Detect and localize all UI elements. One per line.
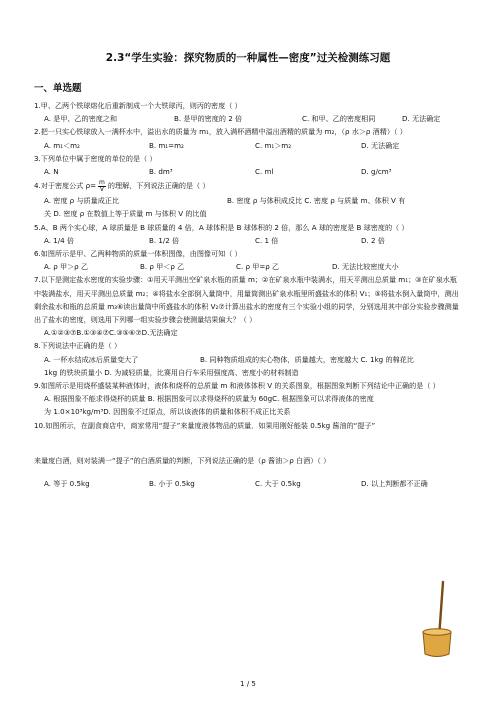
option-b: B. 是甲的密度的 2 倍 — [174, 114, 243, 124]
question-list — [34, 99, 464, 490]
option-row — [34, 326, 464, 339]
question-stem: 3.下列单位中属于密度的单位的是（ ） — [34, 153, 157, 163]
option-a: A. 是甲、乙的密度之和 — [44, 114, 118, 124]
section-heading: 一、单选题 — [34, 83, 82, 94]
option-a: A. 根据图象不能求得烧杯的质量 B. 根据图象可以求得烧杯的质量为 60gC. 根据图象可以求得液体的密度 — [44, 394, 374, 404]
option-d: D. 无法确定 — [361, 140, 400, 150]
question-stem: 6.如图所示是甲、乙两种物质的质量一体积图像，由图像可知（ ） — [34, 249, 242, 259]
option-c: C. ml — [255, 167, 274, 177]
option-a: A. m₁＜m₂ — [44, 140, 80, 150]
option-a: A. ρ 甲＞ρ 乙 — [44, 262, 89, 272]
option-c: C. 1 倍 — [255, 235, 279, 245]
option-d: D. 无法比较密度大小 — [332, 262, 399, 272]
option-d: D. 以上判断都不正确 — [361, 479, 428, 489]
question-stem: 10.如图所示，在副食商店中，商家常用“提子”来量度液体物品的质量．如果用刚好能装 0.5kg 酱油的“提子” — [34, 420, 376, 430]
option-a: A. N — [44, 167, 59, 177]
question-stem: 7.以下是测定盐水密度的实验步骤：①用天平测出空矿泉水瓶的质量 m；②在矿泉水瓶中装满水，用天平测出总质量 m₁；③在矿泉水瓶中装满盐水，用天平测出总质量 m₂；④将盐水全部倒入量筒中，用量筒测出矿泉水瓶里所盛盐水的体积 V₁；⑤将盐水倒入量筒中，测出剩余盐水和瓶的总质量 m₃⑥读出量筒中所盛盐水的体积 V₂⑦计算出盐水的密度有三个实验小组的同学，分别选用其中部分实验步骤测量出了盐水的密度，则选用下列哪一组实验步骤会使测量结果偏大？（ ） — [34, 275, 459, 325]
question-5 — [34, 221, 464, 247]
question-6 — [34, 247, 464, 273]
option-row — [34, 353, 464, 366]
option-row — [34, 234, 464, 247]
question-stem-continued: 来量度白酒，则对装满一“提子”的白酒质量的判断，下列说法正确的是（ρ 酱油＞ρ 白酒）（ ） — [34, 455, 331, 465]
question-8 — [34, 339, 464, 379]
page-number: 1 / 5 — [240, 680, 256, 688]
option-b: B. 密度 ρ 与体积成反比 C. 密度 ρ 与质量 m、体积 V 有 — [227, 196, 406, 206]
option-row — [34, 139, 464, 152]
question-4 — [34, 178, 464, 220]
option-c: C. 和甲、乙的密度相同 — [302, 114, 376, 124]
ladle-rim — [423, 629, 451, 635]
question-10 — [34, 419, 464, 491]
option-d: D. 无法确定 — [402, 114, 441, 124]
option-d: D. 2 倍 — [361, 235, 385, 245]
option-row — [34, 392, 464, 405]
question-9 — [34, 379, 464, 419]
option-row — [34, 112, 464, 125]
option-b: B. 1/2 倍 — [149, 235, 180, 245]
question-stem: 9.如图所示是用烧杯盛装某种液体时，液体和烧杯的总质量 m 和液体体积 V 的关系图象，根据图象判断下列结论中正确的是（ ） — [34, 381, 440, 391]
option-row — [34, 477, 464, 490]
option-b: B. 同种物质组成的实心物体，质量越大，密度越大 C. 1kg 的棉花比 — [200, 354, 414, 364]
question-3 — [34, 152, 464, 178]
question-stem: 1.甲、乙两个铁球熔化后重新制成一个大铁球丙，则丙的密度（ ） — [34, 101, 242, 110]
option-b: B. ρ 甲＜ρ 乙 — [140, 262, 185, 272]
question-stem: 5.A、B 两个实心球，A 球质量是 B 球质量的 4 倍，A 球体积是 B 球体积的 2 倍，那么 A 球的密度是 B 球密度的（ ） — [34, 222, 409, 232]
option-b: B. 小于 0.5kg — [149, 479, 195, 489]
option-c: C. m₁＞m₂ — [255, 140, 292, 150]
ladle-figure — [401, 580, 471, 660]
option-continuation: 关 D. 密度 ρ 在数值上等于质量 m 与体积 V 的比值 — [44, 209, 207, 219]
question-stem: 4.对于密度公式 ρ= $\frac{m}{V}$ 的理解，下列说法正确的是（ ） — [34, 178, 210, 193]
option-a: A. 一杯水结成冰后质量变大了 — [44, 354, 139, 364]
question-1 — [34, 99, 464, 125]
option-row — [34, 260, 464, 273]
option-c: C. 大于 0.5kg — [255, 479, 301, 489]
option-b: B. dm³ — [149, 167, 173, 177]
option-d: D. g/cm³ — [361, 167, 392, 177]
option-a: A. 等于 0.5kg — [44, 479, 90, 489]
option-c: C. ρ 甲=ρ 乙 — [236, 262, 280, 272]
question-7 — [34, 273, 464, 339]
option-row — [34, 165, 464, 178]
option-continuation: 为 1.0×10³kg/m³D. 因图象不过原点，所以该液体的质量和体积不成正比关系 — [44, 407, 291, 417]
density-formula: $\frac{m}{V}$ — [99, 178, 105, 193]
option-continuation: 1kg 的铁块质量小 D. 为减轻质量，比赛用自行车采用强度高、密度小的材料制造 — [44, 367, 299, 377]
question-stem: 8.下列说法中正确的是（ ） — [34, 341, 122, 351]
option-a: A.①②③⑦B.①③④⑦C.③⑤⑥⑦D.无法确定 — [44, 328, 178, 338]
question-stem: 2.把一只实心铁球放入一满杯水中，溢出水的质量为 m₁，放入满杯酒精中溢出酒精的质量为 m₂，（ρ 水＞ρ 酒精）（ ） — [34, 127, 407, 137]
option-b: B. m₁=m₂ — [149, 140, 184, 150]
question-2 — [34, 125, 464, 151]
page-title: 2.3“学生实验：探究物质的一种属性—密度”过关检测练习题 — [105, 52, 391, 64]
option-row — [34, 194, 464, 207]
option-a: A. 1/4 倍 — [44, 235, 75, 245]
option-a: A. 密度 ρ 与质量成正比 — [44, 196, 119, 206]
